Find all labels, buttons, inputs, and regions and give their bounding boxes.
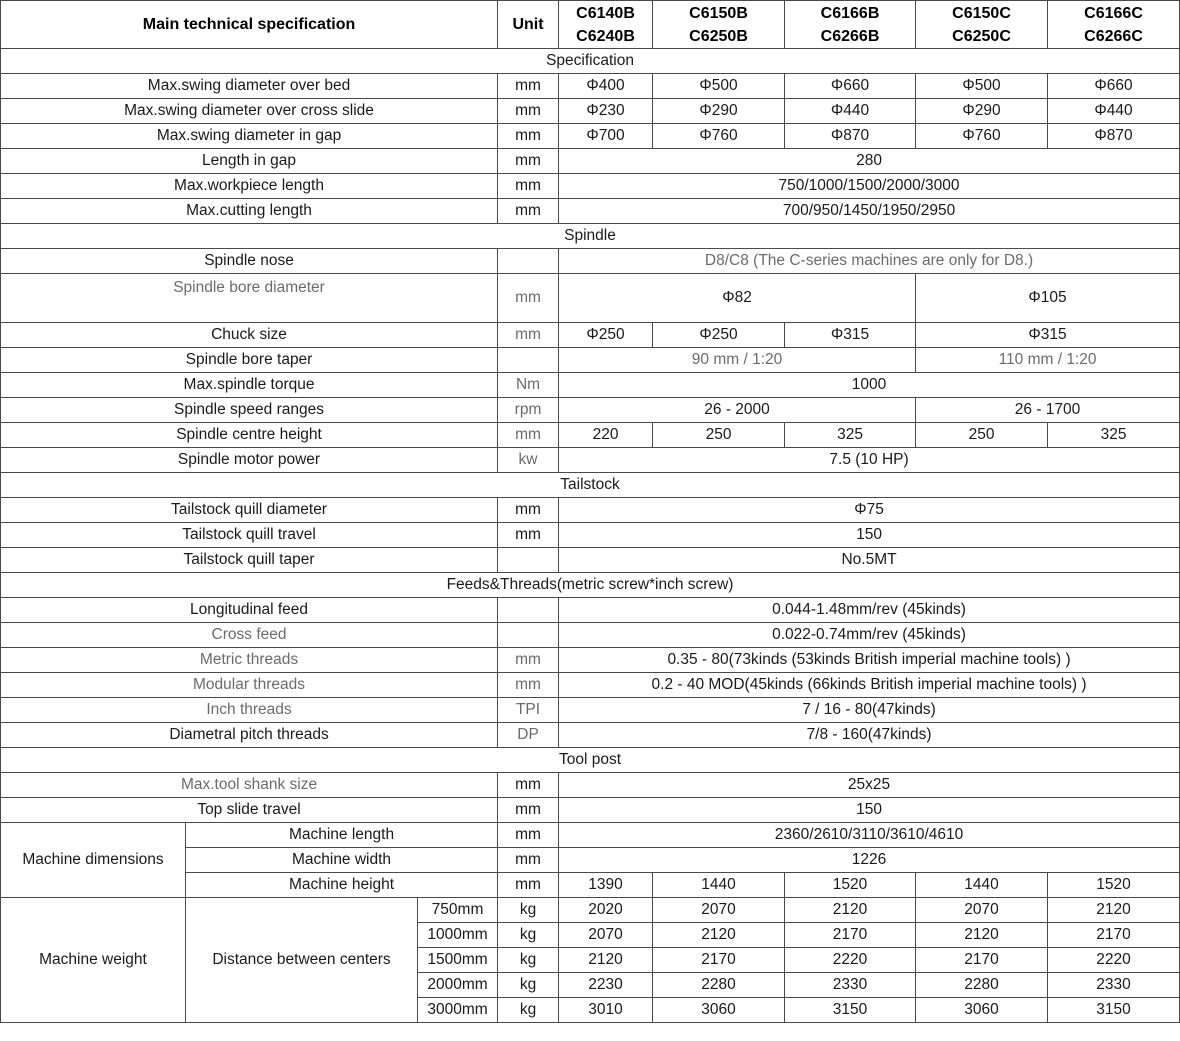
row-unit: mm	[498, 174, 559, 199]
row-unit: Nm	[498, 373, 559, 398]
cell-value: 1000	[559, 373, 1180, 398]
cell-value: No.5MT	[559, 548, 1180, 573]
cell-value: Φ290	[653, 99, 785, 124]
row-label: Longitudinal feed	[1, 598, 498, 623]
cell-value: Φ870	[1048, 124, 1180, 149]
distance-label: 2000mm	[418, 973, 498, 998]
table-row	[1, 348, 1180, 373]
row-label: Metric threads	[1, 648, 498, 673]
row-label: Length in gap	[1, 149, 498, 174]
distance-label: 1000mm	[418, 923, 498, 948]
cell-value: 325	[1048, 423, 1180, 448]
row-label: Spindle bore taper	[1, 348, 498, 373]
cell-value: 26 - 2000	[559, 398, 916, 423]
model-header: C6140B C6240B	[559, 1, 653, 49]
cell-value: Φ290	[916, 99, 1048, 124]
table-row	[1, 423, 1180, 448]
unit-header: Unit	[498, 1, 559, 49]
row-unit: mm	[498, 99, 559, 124]
section-feeds: Feeds&Threads(metric screw*inch screw)	[1, 573, 1180, 598]
row-unit	[498, 598, 559, 623]
cell-value: 250	[653, 423, 785, 448]
row-label: Max.tool shank size	[1, 773, 498, 798]
cell-value: 0.022-0.74mm/rev (45kinds)	[559, 623, 1180, 648]
cell-value: 1390	[559, 873, 653, 898]
cell-value: 3150	[785, 998, 916, 1023]
cell-value: 110 mm / 1:20	[916, 348, 1180, 373]
cell-value: 3150	[1048, 998, 1180, 1023]
table-row	[1, 249, 1180, 274]
cell-value: 2170	[1048, 923, 1180, 948]
cell-value: Φ660	[785, 74, 916, 99]
row-label: Chuck size	[1, 323, 498, 348]
cell-value: 2120	[1048, 898, 1180, 923]
section-spindle: Spindle	[1, 224, 1180, 249]
distance-label: 1500mm	[418, 948, 498, 973]
cell-value: 3060	[653, 998, 785, 1023]
dimensions-group-label: Machine dimensions	[1, 823, 186, 898]
cell-value: 0.2 - 40 MOD(45kinds (66kinds British imperial machine tools) )	[559, 673, 1180, 698]
row-unit: mm	[498, 823, 559, 848]
cell-value: Φ82	[559, 274, 916, 323]
cell-value: 150	[559, 798, 1180, 823]
cell-value: 2020	[559, 898, 653, 923]
table-row	[1, 274, 1180, 323]
cell-value: Φ315	[785, 323, 916, 348]
row-label: Max.swing diameter in gap	[1, 124, 498, 149]
row-label: Spindle motor power	[1, 448, 498, 473]
cell-value: Φ870	[785, 124, 916, 149]
table-row	[1, 798, 1180, 823]
row-unit: mm	[498, 423, 559, 448]
row-unit: mm	[498, 773, 559, 798]
table-row	[1, 498, 1180, 523]
cell-value: Φ230	[559, 99, 653, 124]
row-unit: DP	[498, 723, 559, 748]
table-row	[1, 548, 1180, 573]
cell-value: Φ250	[653, 323, 785, 348]
row-unit: mm	[498, 74, 559, 99]
row-label: Max.workpiece length	[1, 174, 498, 199]
row-unit: mm	[498, 648, 559, 673]
cell-value: Φ75	[559, 498, 1180, 523]
cell-value: 150	[559, 523, 1180, 548]
cell-value: 26 - 1700	[916, 398, 1180, 423]
table-row	[1, 648, 1180, 673]
cell-value: Φ500	[916, 74, 1048, 99]
cell-value: 2330	[1048, 973, 1180, 998]
cell-value: Φ400	[559, 74, 653, 99]
row-label: Inch threads	[1, 698, 498, 723]
cell-value: 2220	[1048, 948, 1180, 973]
cell-value: 2220	[785, 948, 916, 973]
row-unit: kg	[498, 923, 559, 948]
table-row	[1, 898, 1180, 923]
table-row	[1, 323, 1180, 348]
table-row	[1, 673, 1180, 698]
cell-value: 90 mm / 1:20	[559, 348, 916, 373]
cell-value: 1226	[559, 848, 1180, 873]
cell-value: Φ440	[1048, 99, 1180, 124]
row-unit: mm	[498, 199, 559, 224]
cell-value: 3010	[559, 998, 653, 1023]
row-label: Spindle speed ranges	[1, 398, 498, 423]
distance-label: 3000mm	[418, 998, 498, 1023]
row-label: Tailstock quill travel	[1, 523, 498, 548]
cell-value: 2280	[916, 973, 1048, 998]
row-label: Max.swing diameter over bed	[1, 74, 498, 99]
section-toolpost: Tool post	[1, 748, 1180, 773]
cell-value: Φ700	[559, 124, 653, 149]
cell-value: 2120	[559, 948, 653, 973]
table-row	[1, 74, 1180, 99]
table-row	[1, 124, 1180, 149]
row-unit	[498, 623, 559, 648]
cell-value: Φ660	[1048, 74, 1180, 99]
table-row	[1, 174, 1180, 199]
cell-value: 1440	[916, 873, 1048, 898]
cell-value: 2360/2610/3110/3610/4610	[559, 823, 1180, 848]
row-unit: kg	[498, 948, 559, 973]
row-label: Diametral pitch threads	[1, 723, 498, 748]
cell-value: 2170	[785, 923, 916, 948]
row-unit: mm	[498, 149, 559, 174]
cell-value: 0.044-1.48mm/rev (45kinds)	[559, 598, 1180, 623]
row-label: Machine width	[186, 848, 498, 873]
cell-value: 280	[559, 149, 1180, 174]
model-header: C6150B C6250B	[653, 1, 785, 49]
table-row	[1, 398, 1180, 423]
row-unit	[498, 348, 559, 373]
weight-group-label: Machine weight	[1, 898, 186, 1023]
cell-value: 7 / 16 - 80(47kinds)	[559, 698, 1180, 723]
row-unit: mm	[498, 798, 559, 823]
cell-value: Φ315	[916, 323, 1180, 348]
row-unit	[498, 548, 559, 573]
cell-value: Φ105	[916, 274, 1180, 323]
row-label: Machine height	[186, 873, 498, 898]
cell-value: 1520	[785, 873, 916, 898]
model-header: C6166B C6266B	[785, 1, 916, 49]
cell-value: 2280	[653, 973, 785, 998]
cell-value: 2120	[653, 923, 785, 948]
row-unit: mm	[498, 848, 559, 873]
cell-value: 2120	[785, 898, 916, 923]
table-title: Main technical specification	[1, 1, 498, 49]
row-unit: mm	[498, 124, 559, 149]
table-row	[1, 698, 1180, 723]
row-unit: kg	[498, 998, 559, 1023]
cell-value: Φ760	[916, 124, 1048, 149]
cell-value: 0.35 - 80(73kinds (53kinds British imperial machine tools) )	[559, 648, 1180, 673]
table-row	[1, 623, 1180, 648]
table-row	[1, 523, 1180, 548]
row-unit: mm	[498, 274, 559, 323]
cell-value: 3060	[916, 998, 1048, 1023]
row-label: Cross feed	[1, 623, 498, 648]
row-label: Tailstock quill diameter	[1, 498, 498, 523]
cell-value: 2230	[559, 973, 653, 998]
table-row	[1, 773, 1180, 798]
section-tailstock: Tailstock	[1, 473, 1180, 498]
header-row	[1, 1, 1180, 49]
section-specification: Specification	[1, 49, 1180, 74]
row-label: Max.spindle torque	[1, 373, 498, 398]
row-unit: mm	[498, 523, 559, 548]
row-unit: mm	[498, 673, 559, 698]
row-label: Spindle nose	[1, 249, 498, 274]
cell-value: 750/1000/1500/2000/3000	[559, 174, 1180, 199]
cell-value: 7/8 - 160(47kinds)	[559, 723, 1180, 748]
cell-value: 2170	[653, 948, 785, 973]
row-unit: kw	[498, 448, 559, 473]
distance-label: 750mm	[418, 898, 498, 923]
cell-value: 2070	[653, 898, 785, 923]
row-label: Modular threads	[1, 673, 498, 698]
row-unit: rpm	[498, 398, 559, 423]
row-unit: mm	[498, 873, 559, 898]
cell-value: D8/C8 (The C-series machines are only for D8.)	[559, 249, 1180, 274]
table-row	[1, 373, 1180, 398]
cell-value: 1520	[1048, 873, 1180, 898]
table-row	[1, 723, 1180, 748]
row-unit: mm	[498, 498, 559, 523]
cell-value: 1440	[653, 873, 785, 898]
table-row	[1, 199, 1180, 224]
cell-value: 2170	[916, 948, 1048, 973]
row-label: Machine length	[186, 823, 498, 848]
cell-value: 220	[559, 423, 653, 448]
row-unit: TPI	[498, 698, 559, 723]
row-label: Spindle centre height	[1, 423, 498, 448]
table-row	[1, 448, 1180, 473]
cell-value: 250	[916, 423, 1048, 448]
row-label: Spindle bore diameter	[1, 274, 498, 323]
cell-value: 325	[785, 423, 916, 448]
table-row	[1, 149, 1180, 174]
cell-value: 2070	[916, 898, 1048, 923]
cell-value: 25x25	[559, 773, 1180, 798]
model-header: C6166C C6266C	[1048, 1, 1180, 49]
cell-value: Φ440	[785, 99, 916, 124]
cell-value: 2330	[785, 973, 916, 998]
row-label: Top slide travel	[1, 798, 498, 823]
row-unit	[498, 249, 559, 274]
cell-value: 2070	[559, 923, 653, 948]
row-unit: mm	[498, 323, 559, 348]
row-label: Tailstock quill taper	[1, 548, 498, 573]
cell-value: 7.5 (10 HP)	[559, 448, 1180, 473]
table-row	[1, 823, 1180, 848]
row-label: Max.swing diameter over cross slide	[1, 99, 498, 124]
cell-value: Φ500	[653, 74, 785, 99]
model-header: C6150C C6250C	[916, 1, 1048, 49]
cell-value: Φ250	[559, 323, 653, 348]
cell-value: Φ760	[653, 124, 785, 149]
weight-sub-label: Distance between centers	[186, 898, 418, 1023]
table-row	[1, 598, 1180, 623]
row-unit: kg	[498, 898, 559, 923]
table-row	[1, 99, 1180, 124]
cell-value: 2120	[916, 923, 1048, 948]
row-unit: kg	[498, 973, 559, 998]
row-label: Max.cutting length	[1, 199, 498, 224]
cell-value: 700/950/1450/1950/2950	[559, 199, 1180, 224]
